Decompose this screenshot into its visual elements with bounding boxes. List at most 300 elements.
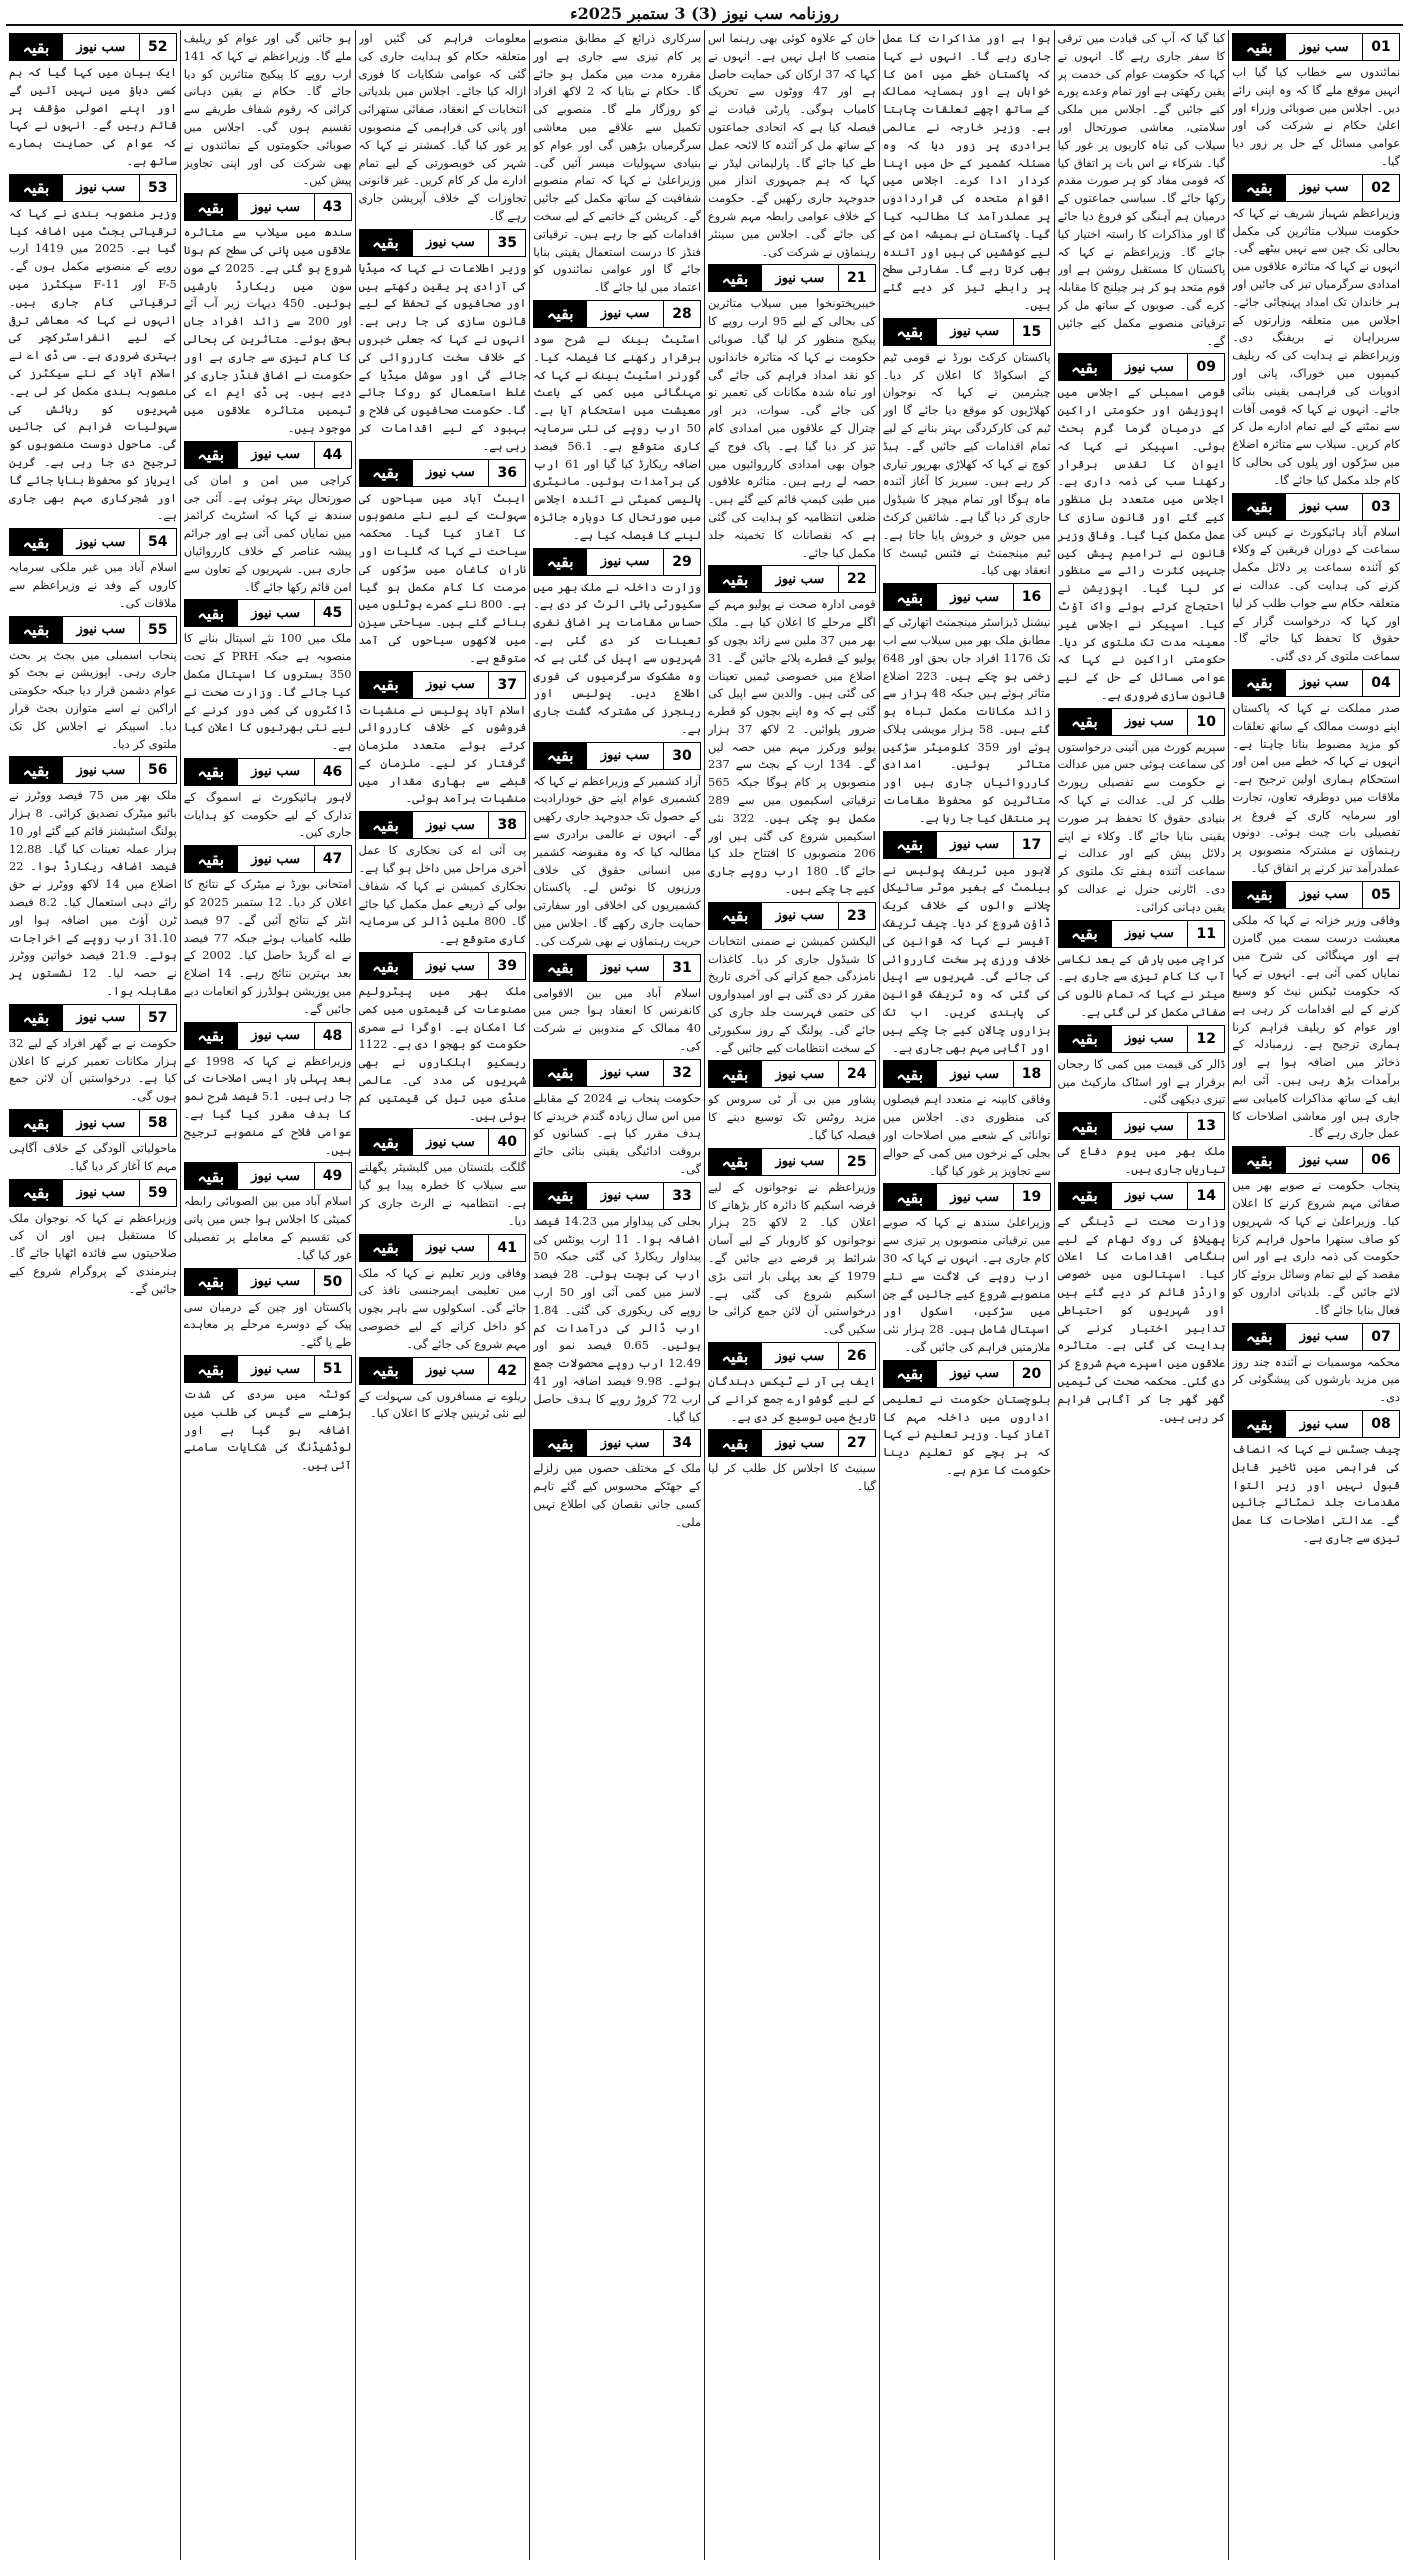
article-continuation [883,30,1051,315]
article-body: ماحولیاتی آلودگی کے خلاف آگاہی مہم کا آغاز کر دیا گیا۔ [9,1141,177,1173]
article-header [359,229,527,257]
article-body: وزیراعلیٰ سندھ نے کہا کہ صوبے میں ترقیاتی منصوبوں پر تیزی سے کام جاری ہے۔ انہوں نے کہا کہ 30 ارب روپے کی لاگت سے نئے منصوبے شروع کیے جائیں گے جن میں سڑکیں، اسکول اور اسپتال شامل ہیں۔ 28 ہزار نئی ملازمتیں فراہم کی جائیں گی۔ [882,1215,1051,1354]
article-number: 56 [140,757,176,783]
article-28 [533,297,701,545]
article-header [708,1060,876,1088]
article-header [533,300,701,328]
article-header [359,811,527,839]
article-number: 42 [489,1358,525,1384]
article-body: ایک بیان میں کہا گیا کہ ہم کسی دباؤ میں نہیں آئیں گے اور اپنے اصولی مؤقف پر قائم رہیں گے۔ انہوں نے کہا کہ عوام کی حمایت ہمارے ساتھ ہے۔ [9,65,177,168]
article-51 [184,1352,352,1475]
article-body: وزیراعظم نے کہا کہ 1998 کے بعد پہلی بار ایسی اصلاحات کی جا رہی ہیں۔ 5.1 فیصد شرح نمو کا ہدف مقرر کیا گیا ہے۔ عوامی فلاح کے منصوبے ترجیح ہیں۔ [183,1053,352,1157]
header-subnews: سب نیوز [1285,670,1363,696]
article-number: 38 [489,812,525,838]
article-body: اسٹیٹ بینک نے شرح سود برقرار رکھنے کا فیصلہ کیا۔ گورنر اسٹیٹ بینک نے کہا کہ مہنگائی میں کمی کے باعث معیشت میں استحکام آیا ہے۔ 50 ارب روپے کی نئی سرمایہ کاری متوقع ہے۔ 56.1 فیصد اضافہ ریکارڈ کیا گیا اور 61 ارب کی برآمدات ہوئیں۔ مانیٹری پالیسی کمیٹی نے آئندہ اجلاس میں صورتحال کا دوبارہ جائزہ لینے کا فیصلہ کیا ہے۔ [533,331,701,542]
article-body: وزارت صحت نے ڈینگی کے پھیلاؤ کی روک تھام کے لیے ہنگامی اقدامات کا اعلان کیا۔ اسپتالوں میں خصوصی وارڈز قائم کر دیے گئے ہیں اور شہریوں کو احتیاطی تدابیر اختیار کرنے کی ہدایت کی گئی ہے۔ متاثرہ علاقوں میں اسپرے مہم شروع کر دی گئی۔ محکمہ صحت کی ٹیمیں گھر گھر جا کر آگاہی فراہم کر رہی ہیں۔ [1057,1213,1226,1424]
header-subnews: سب نیوز [1285,494,1363,520]
article-39 [359,949,527,1125]
article-body: پاکستان اور چین کے درمیان سی پیک کے دوسرے مرحلے پر معاہدے طے پا گئے۔ [183,1299,352,1350]
header-baqiya: بقیہ [709,265,761,291]
article-body: پنجاب حکومت نے صوبے بھر میں صفائی مہم شروع کرنے کا اعلان کیا۔ وزیراعلیٰ نے کہا کہ شہریوں کو صاف ستھرا ماحول فراہم کرنا حکومت کی ذمہ داری ہے اور اس مقصد کے لیے تمام وسائل بروئے کار لائے جائیں گے۔ بلدیاتی اداروں کو فعال بنایا جائے گا۔ [1232,1178,1400,1317]
article-body: بلوچستان حکومت نے تعلیمی اداروں میں داخلہ مہم کا آغاز کیا۔ وزیر تعلیم نے کہا کہ ہر بچے کو تعلیم دینا حکومت کا عزم ہے۔ [882,1391,1051,1477]
article-number: 49 [315,1163,351,1189]
article-54 [9,525,177,612]
article-body: ملک میں 100 نئے اسپتال بنانے کا منصوبہ ہے جبکہ PRH کے تحت 350 بستروں کا اسپتال مکمل کیا جائے گا۔ وزارت صحت نے ڈاکٹروں کی کمی دور کرنے کے لیے نئی بھرتیوں کا اعلان کیا ہے۔ [183,631,352,753]
article-body: اسلام آباد میں بین الصوبائی رابطہ کمیٹی کا اجلاس ہوا جس میں پانی کی تقسیم کے معاملے پر تفصیلی غور کیا گیا۔ [183,1194,352,1262]
article-body: گلگت بلتستان میں گلیشیئر پگھلنے سے سیلاب کا خطرہ پیدا ہو گیا ہے۔ انتظامیہ نے الرٹ جاری کر دیا۔ [358,1160,527,1228]
article-number: 07 [1363,1324,1399,1350]
article-07 [1232,1320,1400,1407]
header-subnews: سب نیوز [237,442,315,468]
header-baqiya: بقیہ [534,955,586,981]
article-header [359,1357,527,1385]
article-number: 44 [315,442,351,468]
header-subnews: سب نیوز [1111,1183,1189,1209]
header-subnews: سب نیوز [761,903,839,929]
article-body: کراچی میں امن و امان کی صورتحال بہتر ہوئی ہے۔ آئی جی سندھ نے کہا کہ اسٹریٹ کرائمز میں نمایاں کمی آئی ہے اور جرائم پیشہ عناصر کے خلاف کارروائیاں جاری ہیں۔ شہریوں کے تعاون سے امن قائم رکھا جائے گا۔ [183,472,352,594]
article-header [533,1429,701,1457]
article-25 [708,1145,876,1339]
header-subnews: سب نیوز [237,846,315,872]
header-baqiya: بقیہ [709,903,761,929]
column-4 [704,30,879,2560]
article-number: 16 [1014,584,1050,610]
article-header [1232,1323,1400,1351]
article-number: 50 [315,1269,351,1295]
article-body: ریلوے نے مسافروں کی سہولت کے لیے نئی ٹرینیں چلانے کا اعلان کیا۔ [358,1388,527,1421]
article-body: ملک بھر میں 75 فیصد ووٹرز نے بائیو میٹرک تصدیق کرائی۔ 8 ہزار پولنگ اسٹیشنز قائم کیے گئے اور 10 ہزار عملہ تعینات کیا گیا۔ 12.88 فیصد اضافہ ریکارڈ ہوا۔ 22 اضلاع میں 14 لاکھ ووٹرز نے حق رائے دہی استعمال کیا۔ 8.2 فیصد ٹرن آؤٹ میں اضافہ ہوا اور 31.10 ارب روپے کے اخراجات ہوئے۔ 21.9 فیصد خواتین ووٹرز نے حصہ لیا۔ 12 نشستوں پر مقابلہ ہوا۔ [9,788,177,999]
article-number: 40 [489,1129,525,1155]
header-baqiya: بقیہ [10,1110,62,1136]
article-50 [184,1265,352,1352]
article-number: 26 [839,1343,875,1369]
header-subnews: سب نیوز [936,584,1014,610]
article-number: 10 [1188,709,1224,735]
article-45 [184,596,352,755]
masthead-text: روزنامہ سب نیوز (3) 3 ستمبر 2025ء [570,3,839,23]
article-number: 48 [315,1023,351,1049]
header-subnews: سب نیوز [62,1180,140,1206]
article-header [1232,33,1400,61]
article-header [9,616,177,644]
article-header [184,758,352,786]
article-body: الیکشن کمیشن نے ضمنی انتخابات کا شیڈول جاری کر دیا۔ کاغذات نامزدگی جمع کرانے کی آخری تاریخ مقرر کر دی گئی ہے اور امیدواروں کی حتمی فہرست جلد جاری کی جائے گی۔ پولنگ کے روز سکیورٹی کے سخت انتظامات کیے جائیں گے۔ [708,933,876,1055]
article-body: کراچی میں بارش کے بعد نکاسی آب کا کام تیزی سے جاری ہے۔ میئر نے کہا کہ تمام نالوں کی صفائی مکمل کر لی گئی ہے۔ [1057,951,1226,1020]
columns-container [6,30,1403,2560]
article-number: 51 [315,1356,351,1382]
article-23 [708,899,876,1058]
article-01 [1232,30,1400,171]
header-baqiya: بقیہ [360,1235,412,1261]
header-subnews: سب نیوز [1111,1026,1189,1052]
header-baqiya: بقیہ [185,442,237,468]
article-body: وفاقی کابینہ نے متعدد اہم فیصلوں کی منظوری دی۔ اجلاس میں توانائی کے شعبے میں اصلاحات اور بجلی کے نرخوں میں کمی کے حوالے سے تجاویز پر غور کیا گیا۔ [882,1092,1051,1178]
article-number: 37 [489,672,525,698]
header-baqiya: بقیہ [1233,670,1285,696]
article-number: 01 [1363,34,1399,60]
header-baqiya: بقیہ [1233,1411,1285,1437]
article-number: 27 [839,1430,875,1456]
header-baqiya: بقیہ [360,812,412,838]
header-baqiya: بقیہ [1059,1183,1111,1209]
header-baqiya: بقیہ [1059,354,1111,380]
article-header [359,1234,527,1262]
article-05 [1232,878,1400,1143]
article-19 [883,1180,1051,1356]
article-body: کیا گیا کہ آپ کی قیادت میں ترقی کا سفر جاری رہے گا۔ انہوں نے کہا کہ حکومت عوام کی خدمت پر یقین رکھتی ہے اور تمام وعدے پورے کیے جائیں گے۔ اجلاس میں ملکی سلامتی، معاشی صورتحال اور سیلاب کی تباہ کاریوں پر غور کیا گیا۔ شرکاء نے اس بات پر اتفاق کیا کہ قومی مفاد کو ہر صورت مقدم رکھا جائے گا۔ سیاسی جماعتوں کے درمیان ہم آہنگی کو فروغ دیا جائے گا اور مذاکرات کا راستہ اختیار کیا جائے گا۔ وزیراعظم نے کہا کہ پاکستان کا مستقبل روشن ہے اور قوم متحد ہو کر ہر چیلنج کا مقابلہ کرے گی۔ صوبوں کے ساتھ مل کر ترقیاتی منصوبے مکمل کیے جائیں گے۔ [1057,31,1226,348]
article-header [359,952,527,980]
header-baqiya: بقیہ [534,1183,586,1209]
article-body: خیبرپختونخوا میں سیلاب متاثرین کی بحالی کے لیے 95 ارب روپے کا پیکیج منظور کر لیا گیا۔ صوبائی حکومت نے کہا کہ متاثرہ خاندانوں کو نقد امداد فراہم کی جائے گی اور تباہ شدہ مکانات کی تعمیر نو کی جائے گی۔ سوات، دیر اور چترال کے علاقوں میں امدادی کام تیز کر دیا گیا ہے۔ پاک فوج کے جوان بھی امدادی کارروائیوں میں حصہ لے رہے ہیں۔ متاثرہ علاقوں میں طبی کیمپ قائم کیے گئے ہیں۔ ضلعی انتظامیہ کو ہدایت کی گئی ہے کہ نقصانات کا تخمینہ جلد مکمل کیا جائے۔ [708,296,876,560]
article-body: آزاد کشمیر کے وزیراعظم نے کہا کہ کشمیری عوام اپنے حق خودارادیت کے حصول تک جدوجہد جاری رکھیں گے۔ انہوں نے عالمی برادری سے مطالبہ کیا کہ وہ مقبوضہ کشمیر میں انسانی حقوق کی خلاف ورزیوں کا نوٹس لے۔ پاکستان کشمیریوں کی اخلاقی اور سفارتی حمایت جاری رکھے گا۔ اجلاس میں حریت رہنماؤں نے بھی شرکت کی۔ [533,773,701,948]
header-subnews: سب نیوز [62,529,140,555]
article-body: لاہور ہائیکورٹ نے اسموگ کے تدارک کے لیے حکومت کو ہدایات جاری کیں۔ [183,789,352,840]
article-header [9,528,177,556]
header-subnews: سب نیوز [1285,1147,1363,1173]
article-header [1058,1112,1226,1140]
article-24 [708,1057,876,1144]
article-number: 17 [1014,832,1050,858]
article-number: 08 [1363,1411,1399,1437]
header-baqiya: بقیہ [534,1430,586,1456]
article-body: ڈالر کی قیمت میں کمی کا رجحان برقرار ہے اور اسٹاک مارکیٹ میں تیزی دیکھی گئی۔ [1057,1056,1226,1107]
header-baqiya: بقیہ [10,617,62,643]
article-header [533,548,701,576]
article-number: 12 [1188,1026,1224,1052]
article-04 [1232,666,1400,878]
article-40 [359,1125,527,1230]
article-number: 41 [489,1235,525,1261]
header-baqiya: بقیہ [360,230,412,256]
article-header [9,1004,177,1032]
header-baqiya: بقیہ [884,584,936,610]
header-subnews: سب نیوز [1285,882,1363,908]
header-subnews: سب نیوز [237,1023,315,1049]
article-body: وزارت داخلہ نے ملک بھر میں سکیورٹی ہائی الرٹ کر دی ہے۔ حساس مقامات پر اضافی نفری تعینات کر دی گئی ہے۔ شہریوں سے اپیل کی گئی ہے کہ وہ مشکوک سرگرمیوں کی فوری اطلاع دیں۔ پولیس اور رینجرز کی مشترکہ گشت جاری ہے۔ [533,579,701,736]
article-body: امتحانی بورڈ نے میٹرک کے نتائج کا اعلان کر دیا۔ 12 ستمبر 2025 کو انٹر کے نتائج آئیں گے۔ 97 فیصد طلبہ کامیاب ہوئے جبکہ 77 فیصد نے اے گریڈ حاصل کیا۔ 2002 کے بعد بہترین نتائج رہے۔ 14 اضلاع میں پوزیشن ہولڈرز کو انعامات دیے جائیں گے۔ [183,877,352,1016]
article-36 [359,456,527,668]
header-baqiya: بقیہ [534,301,586,327]
column-6 [355,30,530,2560]
header-baqiya: بقیہ [884,319,936,345]
article-body: ملک بھر میں پیٹرولیم مصنوعات کی قیمتوں میں کمی کا امکان ہے۔ اوگرا نے سمری حکومت کو بھجوا دی ہے۔ 1122 ریسکیو اہلکاروں نے بھی شہریوں کی مدد کی۔ عالمی منڈی میں تیل کی قیمتیں کم ہوئی ہیں۔ [358,984,527,1123]
header-baqiya: بقیہ [10,757,62,783]
header-subnews: سب نیوز [761,1343,839,1369]
article-body: وفاقی وزیر خزانہ نے کہا کہ ملکی معیشت درست سمت میں گامزن ہے اور مہنگائی کی شرح میں نمایاں کمی آئی ہے۔ انہوں نے کہا کہ حکومت ٹیکس نیٹ کو وسیع کرنے کے لیے اقدامات کر رہی ہے اور عوام کو ریلیف فراہم کرنا ہماری ترجیح ہے۔ زرمبادلہ کے ذخائر میں اضافہ ہوا ہے اور برآمدات بڑھ رہی ہیں۔ آئی ایم ایف کے ساتھ مذاکرات کامیابی سے جاری ہیں اور معاشی اصلاحات کا عمل جاری رہے گا۔ [1232,912,1400,1141]
header-subnews: سب نیوز [1285,1411,1363,1437]
article-20 [883,1357,1051,1480]
article-body: ہوا ہے اور مذاکرات کا عمل جاری رہے گا۔ انہوں نے کہا کہ پاکستان خطے میں امن کا خواہاں ہے اور ہمسایہ ممالک کے ساتھ اچھے تعلقات چاہتا ہے۔ وزیر خارجہ نے عالمی برادری پر زور دیا کہ وہ مسئلہ کشمیر کے حل میں اپنا کردار ادا کرے۔ اجلاس میں اقوام متحدہ کی قراردادوں پر عملدرآمد کا مطالبہ کیا گیا۔ پاکستان نے ہمیشہ امن کے لیے کوششیں کی ہیں اور آئندہ بھی کرتا رہے گا۔ سفارتی سطح پر رابطے تیز کر دیے گئے ہیں۔ [882,31,1051,312]
header-baqiya: بقیہ [185,759,237,785]
article-body: پشاور میں بی آر ٹی سروس کو مزید روٹس تک توسیع دینے کا فیصلہ کیا گیا۔ [708,1092,876,1143]
header-subnews: سب نیوز [586,549,664,575]
header-subnews: سب نیوز [761,265,839,291]
article-53 [9,171,177,525]
header-subnews: سب نیوز [936,319,1014,345]
header-subnews: سب نیوز [1111,709,1189,735]
header-subnews: سب نیوز [412,460,490,486]
header-baqiya: بقیہ [185,600,237,626]
header-subnews: سب نیوز [586,1060,664,1086]
article-continuation [708,30,876,261]
article-body: پاکستان کرکٹ بورڈ نے قومی ٹیم کے اسکواڈ کا اعلان کر دیا۔ چیئرمین نے کہا کہ نوجوان کھلاڑیوں کو موقع دیا جائے گا اور ٹیم کی کارکردگی بہتر بنانے کے لیے تمام اقدامات کیے جائیں گے۔ ہیڈ کوچ نے کہا کہ کھلاڑی بھرپور تیاری کر رہے ہیں۔ سیریز کا آغاز آئندہ ماہ ہوگا اور تمام میچز کا شیڈول جاری کر دیا گیا ہے۔ شائقین کرکٹ میں جوش و خروش پایا جاتا ہے۔ ٹیم مینجمنٹ نے فٹنس ٹیسٹ کا انعقاد بھی کیا۔ [882,349,1051,578]
article-header [708,902,876,930]
article-header [184,441,352,469]
article-number: 15 [1014,319,1050,345]
article-body: سندھ میں سیلاب سے متاثرہ علاقوں میں پانی کی سطح کم ہونا شروع ہو گئی ہے۔ 2025 کے مون سون میں ریکارڈ بارشیں ہوئیں۔ 450 دیہات زیر آب آئے اور 200 سے زائد افراد جاں بحق ہوئے۔ متاثرین کی بحالی کا کام تیزی سے جاری ہے اور حکومت نے اضافی فنڈز جاری کر دیے ہیں۔ پی ڈی ایم اے کی ٹیمیں متاثرہ علاقوں میں موجود ہیں۔ [183,225,352,435]
article-52 [9,30,177,171]
article-number: 30 [664,743,700,769]
article-number: 46 [315,759,351,785]
article-27 [708,1426,876,1496]
article-number: 57 [140,1005,176,1031]
article-header [1232,174,1400,202]
article-56 [9,753,177,1001]
header-baqiya: بقیہ [884,1361,936,1387]
header-subnews: سب نیوز [761,1430,839,1456]
article-number: 04 [1363,670,1399,696]
header-baqiya: بقیہ [1059,1026,1111,1052]
article-11 [1058,917,1226,1022]
header-subnews: سب نیوز [412,672,490,698]
article-number: 43 [315,194,351,220]
header-baqiya: بقیہ [709,1430,761,1456]
header-subnews: سب نیوز [1285,34,1363,60]
article-42 [359,1354,527,1424]
article-17 [883,828,1051,1058]
article-number: 05 [1363,882,1399,908]
article-number: 35 [489,230,525,256]
header-subnews: سب نیوز [412,1129,490,1155]
header-subnews: سب نیوز [936,1184,1014,1210]
article-58 [9,1106,177,1176]
article-43 [184,190,352,438]
article-35 [359,226,527,456]
article-number: 23 [839,903,875,929]
article-body: اسلام آباد ہائیکورٹ نے کیس کی سماعت کے دوران فریقین کے وکلاء کو آئندہ سماعت پر دلائل مکمل کرنے کی ہدایت کی۔ عدالت نے متعلقہ حکام سے جواب طلب کر لیا اور کہا کہ درخواست گزار کے حقوق کا تحفظ کیا جائے گا۔ سماعت ملتوی کر دی گئی۔ [1232,524,1400,664]
article-02 [1232,171,1400,490]
header-subnews: سب نیوز [237,1163,315,1189]
article-number: 28 [664,301,700,327]
header-baqiya: بقیہ [185,194,237,220]
article-body: نمائندوں سے خطاب کیا گیا اب انہیں موقع ملے گا کہ وہ اپنی رائے دیں۔ اجلاس میں صوبائی وزراء اور اعلیٰ حکام نے شرکت کی اور عوامی مسائل کے حل پر زور دیا گیا۔ [1232,65,1400,168]
header-baqiya: بقیہ [10,175,62,201]
article-body: نیشنل ڈیزاسٹر مینجمنٹ اتھارٹی کے مطابق ملک بھر میں سیلاب سے اب تک 1176 افراد جاں بحق اور 648 زخمی ہو چکے ہیں۔ 223 اضلاع متاثر ہوئے ہیں جبکہ 48 ہزار سے زائد مکانات مکمل تباہ ہو گئے ہیں۔ 58 ہزار مویشی ہلاک ہوئے اور 359 کلومیٹر سڑکیں متاثر ہوئیں۔ امدادی کارروائیاں جاری ہیں اور متاثرین کو محفوظ مقامات پر منتقل کیا جا رہا ہے۔ [882,615,1051,825]
header-subnews: سب نیوز [1111,1113,1189,1139]
article-body: سرکاری ذرائع کے مطابق منصوبے پر کام تیزی سے جاری ہے اور مقررہ مدت میں مکمل ہو جائے گا۔ حکام نے بتایا کہ 2 لاکھ افراد کو روزگار ملے گا۔ منصوبے کی تکمیل سے علاقے میں معاشی سرگرمیاں بڑھیں گی اور عوام کو بنیادی سہولیات میسر آئیں گی۔ وزیراعلیٰ نے کہا کہ تمام منصوبے شفافیت کے ساتھ مکمل کیے جائیں گے۔ کرپشن کے خاتمے کے لیے سخت اقدامات کیے جا رہے ہیں۔ ترقیاتی فنڈز کا درست استعمال یقینی بنایا جائے گا اور عوامی نمائندوں کو اعتماد میں لیا جائے گا۔ [533,31,701,295]
article-body: ایف بی آر نے ٹیکس دہندگان کے لیے گوشوارے جمع کرانے کی تاریخ میں توسیع کر دی ہے۔ [708,1374,876,1424]
article-header [1058,708,1226,736]
article-08 [1232,1407,1400,1548]
article-44 [184,438,352,597]
masthead [6,2,1403,26]
article-body: وزیر منصوبہ بندی نے کہا کہ ترقیاتی بجٹ میں اضافہ کیا گیا ہے۔ 2025 میں 1419 ارب روپے کے منصوبے مکمل ہوں گے۔ F-5 اور 11-F سیکٹرز میں ترقیاتی کام جاری ہیں۔ انہوں نے کہا کہ معاشی ترقی کے لیے انفراسٹرکچر کی بہتری ضروری ہے۔ سی ڈی اے نے اسلام آباد کے نئے سیکٹرز کی منصوبہ بندی مکمل کر لی ہے۔ شہریوں کو رہائش کی سہولیات فراہم کی جائیں گی۔ ماحول دوست منصوبوں کو ترجیح دی جا رہی ہے۔ گرین ایریاز کو محفوظ بنایا جائے گا اور شجرکاری مہم بھی جاری ہے۔ [9,205,177,523]
article-continuation [184,30,352,190]
header-baqiya: بقیہ [1059,709,1111,735]
article-header [883,1183,1051,1211]
article-number: 36 [489,460,525,486]
article-header [184,1355,352,1383]
article-46 [184,755,352,842]
article-47 [184,842,352,1018]
column-5 [529,30,704,2560]
header-baqiya: بقیہ [10,1180,62,1206]
article-number: 47 [315,846,351,872]
header-baqiya: بقیہ [185,1269,237,1295]
article-body: پی آئی اے کی نجکاری کا عمل آخری مراحل میں داخل ہو گیا ہے۔ نجکاری کمیشن نے کہا کہ شفاف بولی کے ذریعے عمل مکمل کیا جائے گا۔ 800 ملین ڈالر کی سرمایہ کاری متوقع ہے۔ [358,843,527,947]
article-number: 52 [140,34,176,60]
article-number: 20 [1014,1361,1050,1387]
article-48 [184,1019,352,1160]
article-body: معلومات فراہم کی گئیں اور متعلقہ حکام کو ہدایت جاری کی گئی کہ عوامی شکایات کا فوری ازالہ کیا جائے۔ اجلاس میں بلدیاتی انتخابات کے انعقاد، صفائی ستھرائی اور پانی کی فراہمی کے منصوبوں پر غور کیا گیا۔ کمشنر نے کہا کہ شہر کی خوبصورتی کے لیے تمام ادارے مل کر کام کریں۔ غیر قانونی تجاوزات کے خلاف آپریشن جاری رہے گا۔ [358,31,527,223]
article-number: 34 [664,1430,700,1456]
article-32 [533,1056,701,1179]
article-body: وفاقی وزیر تعلیم نے کہا کہ ملک میں تعلیمی ایمرجنسی نافذ کی جائے گی۔ اسکولوں سے باہر بچوں کو داخل کرانے کے لیے خصوصی مہم شروع کی جائے گی۔ [358,1265,527,1351]
article-header [9,756,177,784]
article-number: 02 [1363,175,1399,201]
article-header [883,831,1051,859]
header-subnews: سب نیوز [586,301,664,327]
article-header [883,583,1051,611]
article-header [184,1022,352,1050]
header-baqiya: بقیہ [1233,175,1285,201]
article-55 [9,613,177,754]
article-header [883,1060,1051,1088]
header-subnews: سب نیوز [412,953,490,979]
article-header [533,1182,701,1210]
article-14 [1058,1179,1226,1427]
header-subnews: سب نیوز [1111,921,1189,947]
article-body: پنجاب اسمبلی میں بجٹ پر بحث جاری رہی۔ اپوزیشن نے بجٹ کو عوام دشمن قرار دیا جبکہ حکومتی اراکین نے اسے متوازن بجٹ قرار دیا۔ اسپیکر نے اجلاس کل تک ملتوی کر دیا۔ [9,647,177,751]
article-header [9,174,177,202]
article-number: 11 [1188,921,1224,947]
article-continuation [359,30,527,226]
article-49 [184,1159,352,1264]
article-header [1058,1182,1226,1210]
article-header [1058,1025,1226,1053]
header-baqiya: بقیہ [1233,34,1285,60]
article-header [708,565,876,593]
header-subnews: سب نیوز [1285,175,1363,201]
article-header [184,845,352,873]
article-body: صدر مملکت نے کہا کہ پاکستان اپنے دوست ممالک کے ساتھ تعلقات کو مزید مضبوط بنانا چاہتا ہے۔ انہوں نے کہا کہ خطے میں امن اور استحکام ہماری اولین ترجیح ہے۔ ملاقات میں دوطرفہ تعاون، تجارت اور سرمایہ کاری کے فروغ پر تفصیلی بات چیت ہوئی۔ دونوں رہنماؤں نے مشترکہ منصوبوں پر عملدرآمد تیز کرنے پر اتفاق کیا۔ [1232,700,1400,876]
header-baqiya: بقیہ [185,846,237,872]
header-subnews: سب نیوز [586,955,664,981]
article-29 [533,545,701,739]
header-baqiya: بقیہ [10,1005,62,1031]
header-subnews: سب نیوز [1111,354,1189,380]
article-body: ہو جائیں گی اور عوام کو ریلیف ملے گا۔ وزیراعظم نے کہا کہ 141 ارب روپے کا پیکیج متاثرین کو دیا جائے گا۔ حکام نے یقین دہانی کرائی کہ رقوم شفاف طریقے سے تقسیم ہوں گی۔ اجلاس میں صوبائی حکومتوں کے نمائندوں نے بھی شرکت کی اور اپنی تجاویز پیش کیں۔ [183,31,352,188]
article-59 [9,1176,177,1299]
article-body: اسلام آباد میں غیر ملکی سرمایہ کاروں کے وفد نے وزیراعظم سے ملاقات کی۔ [9,560,177,610]
article-number: 55 [140,617,176,643]
header-subnews: سب نیوز [586,1183,664,1209]
article-41 [359,1231,527,1354]
article-10 [1058,705,1226,917]
header-subnews: سب نیوز [62,34,140,60]
header-baqiya: بقیہ [360,953,412,979]
article-header [9,33,177,61]
article-number: 45 [315,600,351,626]
article-header [184,1162,352,1190]
article-header [708,1429,876,1457]
article-18 [883,1057,1051,1180]
article-header [1058,920,1226,948]
header-baqiya: بقیہ [884,1184,936,1210]
header-subnews: سب نیوز [237,194,315,220]
article-number: 39 [489,953,525,979]
article-header [9,1109,177,1137]
article-number: 29 [664,549,700,575]
article-number: 33 [664,1183,700,1209]
column-1 [1228,30,1403,2560]
header-subnews: سب نیوز [761,1061,839,1087]
article-number: 13 [1188,1113,1224,1139]
article-13 [1058,1109,1226,1179]
article-header [184,1268,352,1296]
header-subnews: سب نیوز [237,1269,315,1295]
header-baqiya: بقیہ [534,549,586,575]
article-number: 18 [1014,1061,1050,1087]
article-number: 09 [1188,354,1224,380]
article-body: قومی اسمبلی کے اجلاس میں اپوزیشن اور حکومتی اراکین کے درمیان گرما گرم بحث ہوئی۔ اسپیکر نے کہا کہ ایوان کا تقدس برقرار رکھنا سب کی ذمہ داری ہے۔ اجلاس میں متعدد بل منظور کیے گئے اور قانون سازی کا عمل مکمل کیا گیا۔ وفاقی وزیر قانون نے ترامیم پیش کیں جنہیں کثرت رائے سے منظور کر لیا گیا۔ اپوزیشن نے احتجاج کرتے ہوئے واک آؤٹ کیا۔ اسپیکر نے اجلاس غیر معینہ مدت تک ملتوی کر دیا۔ حکومتی اراکین نے کہا کہ عوامی مسائل کے حل کے لیے قانون سازی ضروری ہے۔ [1057,385,1226,702]
article-header [359,459,527,487]
article-body: ایبٹ آباد میں سیاحوں کی سہولت کے لیے نئے منصوبوں کا آغاز کیا گیا۔ محکمہ سیاحت نے کہا کہ گلیات اور ناران کاغان میں سڑکوں کی مرمت کا کام مکمل ہو گیا ہے۔ 800 نئے کمرے ہوٹلوں میں بنائے گئے ہیں۔ سیاحتی سیزن میں لاکھوں سیاحوں کی آمد متوقع ہے۔ [358,490,527,665]
article-header [533,742,701,770]
article-number: 03 [1363,494,1399,520]
header-baqiya: بقیہ [709,1343,761,1369]
article-57 [9,1001,177,1106]
header-subnews: سب نیوز [936,1061,1014,1087]
header-baqiya: بقیہ [360,460,412,486]
article-header [708,1342,876,1370]
header-baqiya: بقیہ [360,1129,412,1155]
header-subnews: سب نیوز [586,743,664,769]
article-body: محکمہ موسمیات نے آئندہ چند روز میں مزید بارشوں کی پیشگوئی کر دی۔ [1232,1354,1400,1405]
article-header [1058,353,1226,381]
article-number: 14 [1188,1183,1224,1209]
article-number: 21 [839,265,875,291]
header-baqiya: بقیہ [185,1163,237,1189]
article-header [1232,493,1400,521]
header-subnews: سب نیوز [237,759,315,785]
article-26 [708,1339,876,1426]
article-number: 59 [140,1180,176,1206]
column-3 [879,30,1054,2560]
article-number: 19 [1014,1184,1050,1210]
article-16 [883,580,1051,828]
article-number: 31 [664,955,700,981]
article-number: 24 [839,1061,875,1087]
article-header [883,318,1051,346]
article-body: وزیراعظم نے نوجوانوں کے لیے قرضہ اسکیم کا دائرہ کار بڑھانے کا اعلان کیا۔ 2 لاکھ 25 ہزار نوجوانوں کو کاروبار کے لیے آسان شرائط پر قرضے دیے جائیں گے۔ 1979 کے بعد پہلی بار اتنی بڑی اسکیم شروع کی گئی ہے۔ درخواستیں آن لائن جمع کرائی جا سکیں گی۔ [708,1179,876,1337]
article-21 [708,261,876,562]
header-baqiya: بقیہ [360,672,412,698]
header-subnews: سب نیوز [412,1358,490,1384]
header-baqiya: بقیہ [884,1061,936,1087]
header-baqiya: بقیہ [1233,1324,1285,1350]
article-22 [708,562,876,899]
header-subnews: سب نیوز [62,757,140,783]
article-number: 54 [140,529,176,555]
article-header [533,1059,701,1087]
article-06 [1232,1143,1400,1319]
header-baqiya: بقیہ [709,1149,761,1175]
article-body: بجلی کی پیداوار میں 14.23 فیصد اضافہ ہوا۔ 11 ارب یونٹس کی پیداوار ریکارڈ کی گئی جبکہ 50 ارب کی بچت ہوئی۔ 28 فیصد لاسز میں کمی آئی اور 50 ارب روپے کی ریکوری کی گئی۔ 1.84 ارب ڈالر کی درآمدات کم ہوئیں۔ 0.65 فیصد نمو اور 12.49 ارب روپے محصولات جمع ہوئے۔ 9.98 فیصد اضافہ اور 41 ارب 72 کروڑ روپے کا ہدف حاصل کیا گیا۔ [533,1213,701,1424]
article-body: لاہور میں ٹریفک پولیس نے ہیلمٹ کے بغیر موٹر سائیکل چلانے والوں کے خلاف کریک ڈاؤن شروع کر دیا۔ چیف ٹریفک آفیسر نے کہا کہ قوانین کی خلاف ورزی پر سخت کارروائی کی جائے گی۔ شہریوں سے اپیل کی گئی کہ وہ ٹریفک قوانین کی پابندی کریں۔ اب تک ہزاروں چالان کیے جا چکے ہیں اور آگاہی مہم بھی جاری ہے۔ [882,862,1051,1055]
header-baqiya: بقیہ [1233,1147,1285,1173]
article-continuation [533,30,701,297]
